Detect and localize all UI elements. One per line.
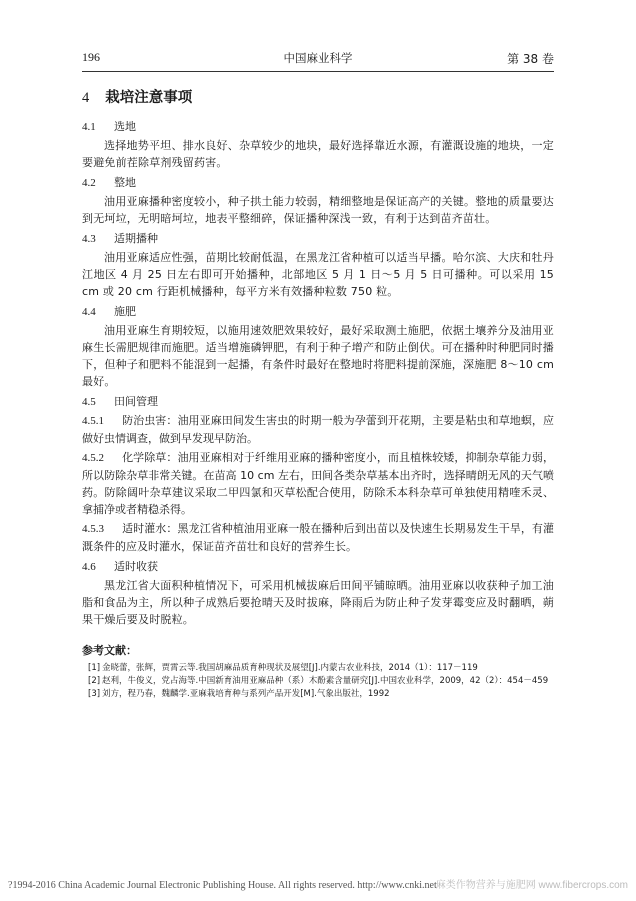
item-text: 适时灌水：黑龙江省种植油用亚麻一般在播种后到出苗以及快速生长期易发生干旱，有灌溉条件的应及时灌水，保证苗齐苗壮和良好的营养生长。 bbox=[82, 522, 554, 553]
paragraph: 黑龙江省大面积种植情况下，可采用机械拔麻后田间平铺晾晒。油用亚麻以收获种子加工油脂和食品为主，所以种子成熟后要抢晴天及时拔麻，降雨后为防止种子发芽霉变应及时翻晒，蒴果干燥后要及时脱粒。 bbox=[82, 579, 554, 626]
subsection-title: 适期播种 bbox=[114, 232, 158, 245]
paragraph: 油用亚麻适应性强，苗期比较耐低温，在黑龙江省种植可以适当早播。哈尔滨、大庆和牡丹江地区 4 月 25 日左右即可开始播种，北部地区 5 月 1 日～5 月 5 日可播种。可以采用 15 cm 或 20 cm 行距机械播种，每平方米有效播种粒数 750 粒。 bbox=[82, 251, 554, 298]
subsection-number: 4.3 bbox=[82, 233, 96, 245]
reference-index: [2] bbox=[88, 676, 101, 686]
subsection-title: 适时收获 bbox=[114, 560, 158, 573]
paragraph: 油用亚麻播种密度较小，种子拱土能力较弱，精细整地是保证高产的关键。整地的质量要达到无坷垃，无明暗坷垃，地表平整细碎，保证播种深浅一致，有利于达到苗齐苗壮。 bbox=[82, 195, 554, 225]
page-number: 196 bbox=[82, 50, 100, 64]
header-rule bbox=[82, 71, 554, 72]
item-number: 4.5.1 bbox=[82, 415, 104, 427]
reference-text: 金晓蕾，张辉，贾霄云等.我国胡麻品质育种现状及展望[J].内蒙古农业科技，2014（1）：117－119 bbox=[102, 663, 478, 673]
page-header bbox=[82, 50, 554, 70]
subsection-4-5 bbox=[82, 394, 554, 555]
journal-name: 中国麻业科学 bbox=[283, 51, 353, 65]
subsection-title: 施肥 bbox=[114, 305, 136, 318]
section-title bbox=[82, 86, 554, 107]
reference-index: [3] bbox=[88, 689, 101, 699]
section-title-text: 栽培注意事项 bbox=[105, 90, 193, 106]
subsection-4-1 bbox=[82, 119, 554, 171]
article-body bbox=[82, 86, 554, 701]
volume-label: 第 38 卷 bbox=[507, 52, 554, 66]
subsection-title: 田间管理 bbox=[114, 395, 158, 408]
reference-item bbox=[88, 688, 554, 701]
subsection-number: 4.5 bbox=[82, 396, 96, 408]
reference-text: 刘方，程乃春，魏麟学.亚麻栽培育种与系列产品开发[M].气象出版社，1992 bbox=[102, 689, 390, 699]
subsection-4-6 bbox=[82, 559, 554, 628]
section-number: 4 bbox=[82, 90, 90, 106]
field-mgmt-weed bbox=[82, 449, 554, 518]
reference-item bbox=[88, 662, 554, 675]
watermark: 麻类作物营养与施肥网 www.fibercrops.com bbox=[435, 880, 628, 891]
subsection-4-3 bbox=[82, 231, 554, 300]
subsection-number: 4.4 bbox=[82, 306, 96, 318]
subsection-title: 整地 bbox=[114, 176, 136, 189]
subsection-4-2 bbox=[82, 175, 554, 227]
copyright-notice: ?1994-2016 China Academic Journal Electronic Publishing House. All rights reserved. http://www.cnki.net bbox=[8, 880, 437, 891]
field-mgmt-irrigation bbox=[82, 520, 554, 555]
reference-item bbox=[88, 675, 554, 688]
field-mgmt-pest bbox=[82, 412, 554, 447]
references-title: 参考文献： bbox=[82, 644, 137, 657]
item-text: 防治虫害：油用亚麻田间发生害虫的时期一般为孕蕾到开花期，主要是粘虫和草地螟，应做好虫情调查，做到早发现早防治。 bbox=[82, 414, 554, 445]
paragraph: 油用亚麻生育期较短，以施用速效肥效果较好，最好采取测土施肥，依据土壤养分及油用亚麻生长需肥规律而施肥。适当增施磷钾肥，有利于种子增产和防止倒伏。可在播种时种肥同时播下，但种子和肥料不能混到一起播，有条件时最好在整地时将肥料提前深施，深施肥 8～10 cm 最好。 bbox=[82, 324, 554, 388]
reference-text: 赵利，牛俊义，党占海等.中国新育油用亚麻品种（系）木酚素含量研究[J].中国农业科学，2009，42（2）：454－459 bbox=[102, 676, 549, 686]
paragraph: 选择地势平坦、排水良好、杂草较少的地块，最好选择靠近水源，有灌溉设施的地块，一定要避免前茬除草剂残留药害。 bbox=[82, 139, 554, 169]
subsection-number: 4.6 bbox=[82, 561, 96, 573]
item-text: 化学除草：油用亚麻相对于纤维用亚麻的播种密度小，而且植株较矮，抑制杂草能力弱，所以防除杂草非常关键。在苗高 10 cm 左右，田间各类杂草基本出齐时，选择晴朗无风的天气喷药。防除阔叶杂草建议采取二甲四氯和灭草松配合使用，防除禾本科杂草可单独使用精喹禾灵、拿捕净或者精稳杀得。 bbox=[82, 451, 554, 516]
item-number: 4.5.3 bbox=[82, 523, 104, 535]
reference-index: [1] bbox=[88, 663, 101, 673]
references-list bbox=[82, 662, 554, 701]
subsection-number: 4.1 bbox=[82, 121, 96, 133]
subsection-number: 4.2 bbox=[82, 177, 96, 189]
item-number: 4.5.2 bbox=[82, 452, 104, 464]
subsection-title: 选地 bbox=[114, 120, 136, 133]
subsection-4-4 bbox=[82, 304, 554, 390]
